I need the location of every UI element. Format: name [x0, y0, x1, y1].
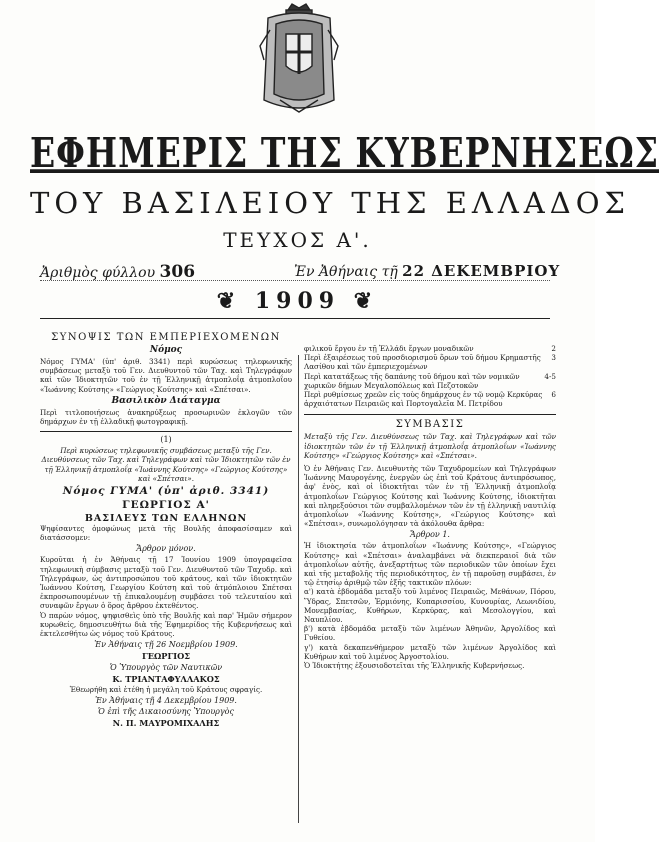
summary-law-text: Νόμος ΓΥΜΑ' (ὑπ' ἀριθ. 3341) περὶ κυρώσεως τηλεφωνικῆς συμβάσεως μεταξὺ τοῦ Γεν. Διευθυντοῦ τῶν Ταχ. καὶ Τηλεγράφων καὶ τῶν Ἰδιοκτητῶν τοῦ ἐν τῇ Ἑλληνικῇ ἀτμοπλοΐᾳ ἀτμοπλοΐου «Ἰωάννης Κούτσης» «Γεώργιος Κούτσης» καὶ «Σπέτσαι». [40, 357, 292, 394]
seal-date: Ἐν Ἀθήναις τῇ 4 Δεκεμβρίου 1909. [95, 696, 237, 706]
section-divider [304, 414, 556, 415]
toc-entry [304, 344, 556, 353]
issue-date-value: 22 ΔΕΚΕΜΒΡΙΟΥ [402, 262, 561, 280]
article-text: Κυροῦται ἡ ἐν Ἀθήναις τῇ 17 Ἰουνίου 1909 ὑπογραφεῖσα τηλεφωνικὴ σύμβασις μεταξὺ τοῦ Γεν. Διευθυντοῦ τῶν Ταχυδρ. καὶ Τηλεγράφων, ὡς ἀντιπροσώπου τοῦ κράτους, καὶ τῶν ἰδιοκτητῶν Ἰωάννου Κούτση, Γεωργίου Κούτση καὶ τοῦ ἀτμόπλοιου Σπέτσαι ἐκπροσωπουμένων τῇ ἐπικαλουμένῃ συμβάσει τοῦ τελευταίου καὶ συναφῶν ἔργων ὁ ὅρος ἄρθρου ἐκτεθέντος. [40, 555, 292, 611]
law-place-date: Ἐν Ἀθήναις τῇ 26 Νοεμβρίου 1909. [94, 640, 238, 650]
royal-coat-of-arms-icon [250, 0, 348, 118]
king-title: ΒΑΣΙΛΕΥΣ ΤΩΝ ΕΛΛΗΝΩΝ [84, 513, 248, 525]
justice-minister-name: Ν. Π. ΜΑΥΡΟΜΙΧΑΛΗΣ [112, 718, 220, 729]
issue-year-value: 1909 [254, 288, 341, 314]
section-divider [40, 431, 292, 432]
contract-article-1-heading: Ἄρθρον 1. [410, 530, 450, 540]
issue-year: ❦ 1909 ❦ [216, 288, 379, 314]
seal-text: Ἐθεωρήθη καὶ ἐτέθη ἡ μεγάλη τοῦ Κράτους σφραγίς. [69, 685, 263, 695]
toc-page: 6 [551, 390, 556, 400]
masthead-rule [40, 318, 550, 319]
right-column [304, 332, 556, 670]
toc-text: Περὶ ἐξαιρέσεως τοῦ προσδιορισμοῦ ὅρων τοῦ δήμου Κρημαστῆς Λασίθου καὶ τῶν ἐμπεριεχομένων [304, 353, 541, 372]
toc-entry [304, 353, 556, 371]
gazette-subtitle: ΤΟΥ ΒΑΣΙΛΕΙΟΥ ΤΗΣ ΕΛΛΑΔΟΣ [30, 186, 630, 220]
issue-date [294, 262, 560, 280]
gazette-title: ΕΦΗΜΕΡΙΣ ΤΗΣ ΚΥΒΕΡΝΗΣΕΩΣ [30, 128, 659, 177]
justice-minister-role: Ὁ ἐπὶ τῆς Δικαιοσύνης Ὑπουργὸς [98, 707, 234, 717]
law-title: Νόμος ΓΥΜΑ' (ὑπ' ἀριθ. 3341) [62, 485, 270, 498]
law-intro: Περὶ κυρώσεως τηλεφωνικῆς συμβάσεως μεταξὺ τῆς Γεν. Διευθύνσεως τῶν Ταχ. καὶ Τηλεγράφων καὶ τῶν Ἰδιοκτητῶν τῶν ἐν τῇ Ἑλληνικῇ ἀτμοπλοΐᾳ «Ἰωάννης Κούτσης» «Γεώργιος Κούτσης» καὶ «Σπέτσαι». [41, 446, 291, 483]
toc-text: Περὶ κατατάξεως τῆς δαπάνης τοῦ δήμου καὶ τῶν νομικῶν χωρικῶν δήμων Μεγαλοπόλεως καὶ Πεζοτοκῶν [304, 371, 520, 390]
toc-text: Περὶ ρυθμίσεως χρεῶν εἰς τοὺς δημάρχους ἐν τῷ νομῷ Κερκύρας ἀρχαιότατων Πειραιῶς καὶ Πορτογαλεῖα Μ. Πετρίδου [304, 390, 543, 409]
summary-decree-text: Περὶ τιτλοποιήσεως ἀνακηρύξεως προσωρινῶν ἐκλογῶν τῶν δημάρχων ἐν τῇ ἐλλαδικῇ φωτογραφικῇ. [40, 407, 292, 427]
summary-decree-heading: Βασιλικὸν Διάταγμα [111, 395, 221, 406]
minister-role: Ὁ Ὑπουργὸς τῶν Ναυτικῶν [109, 663, 223, 673]
toc-entry [304, 390, 556, 408]
issue-number-label: Ἀριθμὸς φύλλου [40, 265, 156, 281]
law-closing: Ὁ παρὼν νόμος, ψηφισθεὶς ὑπὸ τῆς Βουλῆς καὶ παρ' Ἡμῶν σήμερον κυρωθείς, δημοσιευθήτω διὰ τῆς Ἐφημερίδος τῆς Κυβερνήσεως καὶ ἐκτελεσθήτω ὡς νόμος τοῦ Κράτους. [40, 610, 292, 639]
king-signature: ΓΕΩΡΓΙΟΣ [141, 651, 191, 662]
issue-number-value: 306 [159, 262, 196, 282]
law-preamble: Ψηφίσαντες ὁμοφώνως μετὰ τῆς Βουλῆς ἀποφασίσαμεν καὶ διατάσσομεν: [40, 524, 292, 543]
contract-article-1-text: Ἡ ἰδιοκτησία τῶν ἀτμοπλοΐων «Ἰωάννης Κούτσης», «Γεώργιος Κούτσης» καὶ «Σπέτσαι» ἀναλαμβάνει νὰ διεκπεραιοῖ διὰ τῶν ἀτμοπλοΐων αὐτῆς, ἀνεξαρτήτως τῶν περιοδικῶν τῶν ὁποίων ἔχει καὶ τῆς μεταβολῆς τῆς περιοδικότητος, ἐν τῇ παροῦσῃ συμβάσει, ἐν τῷ ἐτησίῳ ἀριθμῷ τῶν ἑξῆς τακτικῶν πλόων: [304, 541, 556, 588]
article-heading: Ἄρθρον μόνον. [136, 544, 196, 554]
summary-heading: ΣΥΝΟΨΙΣ ΤΩΝ ΕΜΠΕΡΙΕΧΟΜΕΝΩΝ [51, 332, 281, 343]
issue-date-prefix: Ἐν Ἀθήναις τῇ [294, 264, 398, 280]
toc-page: 3 [551, 353, 556, 363]
toc-text: φιλικοῦ ἔργου ἐν τῇ Ἑλλάδι ἔργων μοναδικῶν [304, 344, 474, 353]
issue-label: ΤΕΥΧΟΣ Α'. [223, 228, 372, 252]
column-divider [298, 355, 299, 823]
contract-item-a: α') κατὰ ἑβδομάδα μεταξὺ τοῦ λιμένος Πειραιῶς, Μεθάνων, Πόρου, Ὕδρας, Σπετσῶν, Ἑρμιόνης, Κυπαρισσίου, Κυνουρίας, Λεωνιδίου, Μονεμβασίας, Κυθήρων, Κερκύρας, καὶ Μεσολογγίου, καὶ Ναυπλίου. [304, 587, 556, 625]
king-name: ΓΕΩΡΓΙΟΣ Α' [122, 499, 210, 512]
header-dotted-rule [40, 280, 550, 281]
summary-law-heading: Νόμος [149, 345, 183, 355]
contract-item-c: γ') κατὰ δεκαπενθήμερον μεταξὺ τῶν λιμένων Ἀργολίδος καὶ Κυθήρων καὶ τοῦ λιμένος Ἀργοστολίου. [304, 642, 556, 661]
issue-number [40, 262, 195, 282]
contract-intro: Μεταξὺ τῆς Γεν. Διευθύνσεως τῶν Ταχ. καὶ Τηλεγράφων καὶ τῶν ἰδιοκτητῶν τῶν ἐν τῇ Ἑλληνικῇ ἀτμοπλοΐᾳ ἀτμοπλοΐων «Ἰωάννης Κούτσης» «Γεώργιος Κούτσης» καὶ «Σπέτσαι». [304, 432, 556, 460]
minister-name: Κ. ΤΡΙΑΝΤΑΦΥΛΛΑΚΟΣ [112, 674, 220, 685]
toc-page: 2 [551, 344, 556, 353]
toc-entry [304, 372, 556, 390]
toc-page: 4-5 [544, 371, 556, 381]
section-mark: (1) [160, 435, 172, 445]
left-column [40, 332, 292, 729]
contract-parties: Ὁ ἐν Ἀθήναις Γεν. Διευθυντὴς τῶν Ταχυδρομείων καὶ Τηλεγράφων Ἰωάννης Μαυρογένης, ἐνεργῶν ὡς ἐπὶ τοῦ Κράτους ἀντιπρόσωπος, ἀφ' ἑνὸς, καὶ οἱ ἰδιοκτῆται τῶν ἐν τῇ Ἑλληνικῇ ἀτμοπλοΐᾳ ἀτμοπλοΐων Γεώργιος Κούτσης καὶ Ἰωάννης Κούτσης, ἰδιοκτῆται καὶ πληρεξούσιοι τῶν συμβαλλομένων τῶν ἐν τῇ ἑλληνικῇ ναυτιλίᾳ ἀτμοπλοΐων «Ἰωάννης Κούτσης», «Γεώργιος Κούτσης» καὶ «Σπέτσαι», συνωμολόγησαν τὰ ἀκόλουθα ἄρθρα: [304, 464, 556, 529]
contract-heading: ΣΥΜΒΑΣΙΣ [395, 419, 465, 431]
contract-item-b: β') κατὰ ἑβδομάδα μεταξὺ τῶν λιμένων Ἀθηνῶν, Ἀργολίδος καὶ Γυθείου. [304, 624, 556, 643]
contract-final-line: Ὁ Ἰδιοκτήτης ἐξουσιοδοτεῖται τῆς Ἑλληνικῆς Κυβερνήσεως. [304, 661, 525, 671]
